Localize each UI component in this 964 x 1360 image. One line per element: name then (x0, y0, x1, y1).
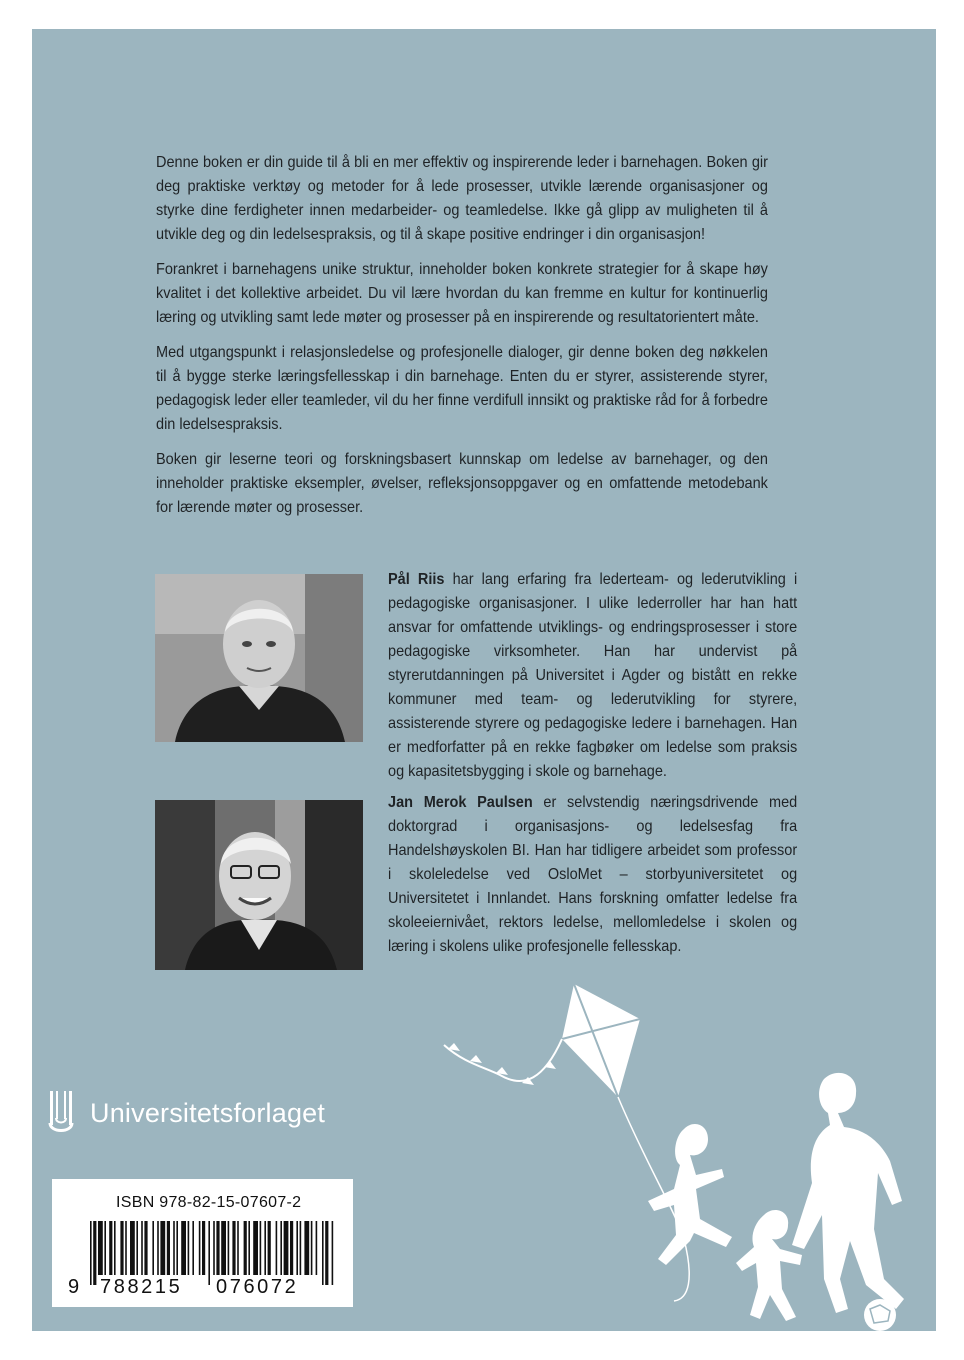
barcode-bar (160, 1221, 165, 1275)
author-bio-2 (388, 791, 797, 959)
author-bio-1 (388, 568, 797, 784)
barcode-bar (199, 1221, 201, 1275)
description-paragraph-3: Med utgangspunkt i relasjonsledelse og profesjonelle dialoger, gir denne boken deg nøkkelen til å bygge sterke læringsfellesskap i din barnehage. Enten du er styrer, assisterende styrer, pedagogisk leder eller teamleder, vil du her finne verdifull innsikt og praktiske råd for å forbedre din ledelsespraksis. (156, 344, 768, 433)
author-name: Pål Riis (388, 571, 445, 588)
barcode-bar (104, 1221, 106, 1275)
barcode-bar (296, 1221, 298, 1275)
barcode-bar (268, 1221, 271, 1275)
barcode-bar (181, 1221, 186, 1275)
barcode-bar (332, 1221, 334, 1285)
barcode-bar (120, 1221, 123, 1275)
barcode-bar (221, 1221, 226, 1275)
publisher-logo (48, 1091, 325, 1135)
barcode-bar (237, 1221, 239, 1275)
description-paragraph-2: Forankret i barnehagens unike struktur, inneholder boken konkrete strategier for å skape høy kvalitet i det kollektive arbeidet. Du vil lære hvordan du kan fremme en kultur for kontinuerlig læring og utvikling samt lede møter og prosesser på en inspirerende og resultatorientert måte. (156, 261, 768, 326)
barcode-bar (136, 1221, 138, 1275)
barcode-bar (264, 1221, 266, 1275)
author-photo-jan-merok-paulsen (155, 800, 363, 970)
barcode-bar (276, 1221, 278, 1275)
barcode-bar (325, 1221, 328, 1285)
barcode-bar (322, 1221, 324, 1285)
barcode-bar (114, 1221, 116, 1275)
barcode-bar (93, 1221, 96, 1285)
author-photo-pal-riis (155, 574, 363, 742)
barcode-bar (130, 1221, 135, 1275)
barcode-digit-group-1: 788215 (100, 1276, 183, 1298)
barcode-bar (90, 1221, 92, 1285)
barcode-bar (316, 1221, 318, 1275)
barcode-bar (173, 1221, 175, 1275)
book-back-cover (32, 29, 936, 1331)
barcode-bar (152, 1221, 154, 1275)
barcode-digit-first: 9 (68, 1276, 82, 1298)
barcode-bar (188, 1221, 190, 1275)
barcode-bar (304, 1221, 309, 1275)
barcode-bar (311, 1221, 313, 1275)
barcode-bar (109, 1221, 112, 1275)
barcode-bar (213, 1221, 215, 1275)
barcode-bar (253, 1221, 258, 1275)
barcode-bar (202, 1221, 205, 1275)
isbn-label: ISBN 978-82-15-07607-2 (116, 1194, 302, 1211)
barcode (52, 1179, 353, 1307)
book-description (156, 151, 768, 531)
barcode-bar (280, 1221, 282, 1275)
barcode-bar (176, 1221, 178, 1275)
barcode-bar (208, 1221, 210, 1285)
description-paragraph-4: Boken gir leserne teori og forskningsbasert kunnskap om ledelse av barnehager, og den inneholder praktiske eksempler, øvelser, refleksjonsoppgaver og en omfattende metodebank for lærende møter og prosesser. (156, 451, 768, 516)
barcode-bar (244, 1221, 247, 1275)
description-paragraph-1: Denne boken er din guide til å bli en mer effektiv og inspirerende leder i barnehagen. Boken gir deg praktiske verktøy og metoder for å lede prosesser, utvikle lærende organisasjoner og styrke dine ferdigheter innen medarbeider- og teamledelse. Ikke gå glipp av muligheten til å utvikle deg og din ledelsespraksis, og til å skape positive endringer i din organisasjon! (156, 154, 768, 243)
barcode-bar (290, 1221, 293, 1275)
barcode-bar (260, 1221, 262, 1275)
barcode-bar (228, 1221, 230, 1275)
publisher-name: Universitetsforlaget (90, 1097, 326, 1128)
author-name: Jan Merok Paulsen (388, 794, 533, 811)
barcode-bar (192, 1221, 194, 1275)
author-bio-text: er selvstendig næringsdrivende med doktorgrad i organisasjons- og ledelsesfag fra Handelshøyskolen BI. Han har tidligere arbeidet som professor i skoleledelse ved OsloMet – storbyuniversitetet og Universitetet i Innlandet. Hans forskning omfatter ledelse fra skoleeiernivået, rektors ledelse, mellomledelse i skolen og læring i skolens ulike profesjonelle fellesskap. (388, 794, 798, 955)
barcode-bar (125, 1221, 127, 1275)
barcode-digit-group-2: 076072 (216, 1276, 299, 1298)
kite-family-silhouette (404, 979, 936, 1331)
author-bio-text: har lang erfaring fra lederteam- og lederutvikling i pedagogiske organisasjoner. I ulike lederroller har han hatt ansvar for omfattende utviklings- og endringsprosesser i store pedagogiske virksomheter. Han har undervist på styrerutdanningen på Universitet i Agder og bistått en rekke kommuner med team- og lederutvikling for styrere, assisterende styrere og pedagogiske ledere i barnehagen. Han er medforfatter på en rekke fagbøker om ledelse som praksis og kapasitetsbygging i skole og barnehage. (388, 571, 798, 780)
barcode-bar (98, 1221, 103, 1275)
barcode-bar (284, 1221, 289, 1275)
barcode-bar (300, 1221, 302, 1275)
barcode-bar (157, 1221, 159, 1275)
barcode-bar (232, 1221, 235, 1275)
publisher-logo-icon (48, 1091, 74, 1135)
barcode-bar (141, 1221, 143, 1275)
barcode-bar (248, 1221, 250, 1275)
barcode-bars (52, 1179, 353, 1307)
barcode-bar (216, 1221, 219, 1275)
barcode-bar (144, 1221, 147, 1275)
barcode-bar (167, 1221, 170, 1275)
